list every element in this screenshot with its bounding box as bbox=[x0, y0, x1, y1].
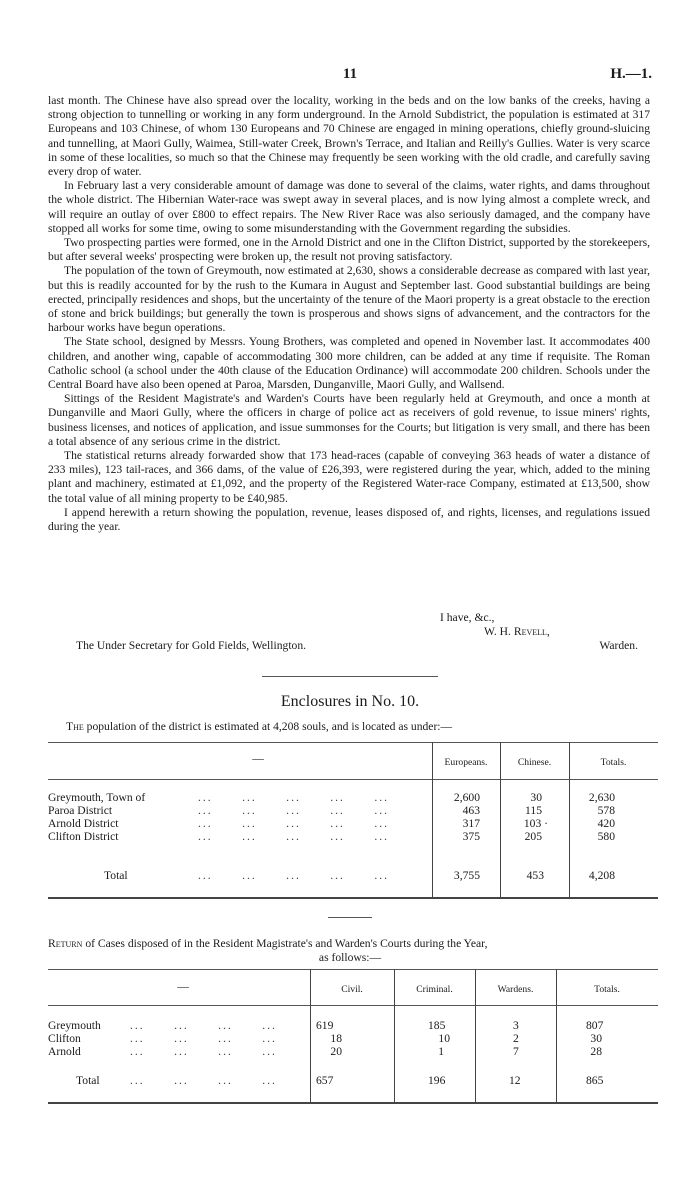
cell-civil: 619 bbox=[316, 1019, 334, 1032]
cell-europeans: 463 bbox=[462, 804, 480, 817]
leader-dots: ... ... ... ... ... bbox=[198, 830, 390, 843]
addressee: The Under Secretary for Gold Fields, Wellington. bbox=[76, 639, 307, 653]
cell-wardens: 3 bbox=[513, 1019, 519, 1032]
row-name: Arnold bbox=[48, 1045, 81, 1058]
cell-criminal: 10 bbox=[438, 1032, 450, 1045]
leader-dots: ... ... ... ... ... bbox=[198, 791, 390, 804]
total-totals: 865 bbox=[586, 1074, 604, 1087]
col-header-europeans: Europeans. bbox=[444, 757, 488, 768]
total-label: Total bbox=[76, 1074, 100, 1087]
cell-chinese: 30 bbox=[530, 791, 542, 804]
total-totals: 4,208 bbox=[588, 869, 615, 882]
col-header-totals: Totals. bbox=[600, 757, 627, 768]
return-title-lead: Return bbox=[48, 937, 83, 950]
cell-totals: 578 bbox=[597, 804, 615, 817]
population-intro-lead: The bbox=[66, 720, 84, 733]
cell-wardens: 7 bbox=[513, 1045, 519, 1058]
section-divider bbox=[262, 676, 438, 677]
signature-name: W. H. Revell, bbox=[484, 625, 550, 639]
col-header-totals: Totals. bbox=[594, 984, 620, 995]
leader-dots: ... ... ... ... ... bbox=[198, 804, 390, 817]
row-name: Greymouth, Town of bbox=[48, 791, 146, 804]
blank-header: — bbox=[177, 980, 189, 993]
paragraph-1: last month. The Chinese have also spread over the locality, working in the beds and on the low banks of the creeks, having a strong objection to tunnelling or working in any form underground. In the Arnold Subdistrict, the population is estimated at 317 Europeans and 103 Chinese, of whom 130 Europeans and 70 Chinese are engaged in mining operations, chiefly ground-sluicing and tunnelling, at Maori Gully, Waimea, Still-water Creek, Brown's Terrace, and Italian and Reilly's Gullies. Water is very scarce in some of these localities, so much so that the Chinese may frequently be seen working with the old cradle, and carefully saving every drop of water. bbox=[48, 94, 650, 179]
table-bottom-rule bbox=[48, 1102, 658, 1104]
table-header-rule bbox=[48, 779, 658, 780]
total-chinese: 453 bbox=[526, 869, 544, 882]
leader-dots: ... ... ... ... bbox=[130, 1019, 277, 1032]
col-header-wardens: Wardens. bbox=[497, 984, 534, 995]
cell-europeans: 317 bbox=[462, 817, 480, 830]
paragraph-6: Sittings of the Resident Magistrate's and Warden's Courts have been regularly held at Greymouth, and once a month at Dunganville and Maori Gully, where the officers in charge of police act as receivers of gold revenue, to issue miners' rights, business licenses, and notices of application, and issue summonses for the Courts; but litigation is very small, and there has been a total absence of any serious crime in the district. bbox=[48, 392, 650, 448]
cell-civil: 18 bbox=[330, 1032, 342, 1045]
cell-criminal: 185 bbox=[428, 1019, 446, 1032]
signature-closing: I have, &c., bbox=[440, 611, 495, 624]
return-title-line2: as follows:— bbox=[318, 951, 382, 964]
leader-dots: ... ... ... ... bbox=[130, 1032, 277, 1045]
cell-europeans: 2,600 bbox=[453, 791, 480, 804]
enclosures-title: Enclosures in No. 10. bbox=[280, 693, 420, 710]
cell-chinese: 115 bbox=[525, 804, 542, 817]
document-reference: H.—1. bbox=[610, 66, 652, 82]
paragraph-2: In February last a very considerable amount of damage was done to several of the claims, water rights, and dams throughout the whole district. The Hibernian Water-race was swept away in several places, and is now lying almost a complete wreck, and will require an outlay of over £800 to effect repairs. The New River Race was also seriously damaged, and the company have stopped all works for some time, owing to some misunderstanding with the Government regarding the subsidies. bbox=[48, 179, 650, 235]
leader-dots: ... ... ... ... bbox=[130, 1045, 277, 1058]
cell-civil: 20 bbox=[330, 1045, 342, 1058]
leader-dots: ... ... ... ... ... bbox=[198, 869, 390, 882]
cell-totals: 28 bbox=[590, 1045, 602, 1058]
paragraph-4: The population of the town of Greymouth, now estimated at 2,630, shows a considerable decrease as compared with last year, but this is readily accounted for by the rush to the Kumara in August and September last. Good substantial buildings are being erected, principally residences and shops, but the uncertainty of the tenure of the Maori property is a great obstacle to the erection of stone and brick buildings; but generally the town is prosperous and shows signs of advancement, and the contractors for the harbour works have begun operations. bbox=[48, 264, 650, 335]
signature-block bbox=[48, 611, 650, 653]
cell-europeans: 375 bbox=[462, 830, 480, 843]
row-name: Greymouth bbox=[48, 1019, 101, 1032]
cell-wardens: 2 bbox=[513, 1032, 519, 1045]
table-header-rule bbox=[48, 1005, 658, 1006]
row-name: Clifton bbox=[48, 1032, 81, 1045]
cell-totals: 580 bbox=[597, 830, 615, 843]
cell-totals: 807 bbox=[586, 1019, 604, 1032]
return-title-text: of Cases disposed of in the Resident Magistrate's and Warden's Courts during the Year, bbox=[85, 937, 488, 950]
total-wardens: 12 bbox=[509, 1074, 521, 1087]
col-header-chinese: Chinese. bbox=[517, 757, 552, 768]
population-table bbox=[48, 742, 658, 900]
col-header-criminal: Criminal. bbox=[416, 984, 453, 995]
paragraph-8: I append herewith a return showing the population, revenue, leases disposed of, and rights, licenses, and regulations issued during the year. bbox=[48, 505, 650, 534]
page-number: 11 bbox=[342, 66, 358, 82]
population-intro bbox=[66, 720, 452, 733]
cell-totals: 2,630 bbox=[588, 791, 615, 804]
total-criminal: 196 bbox=[428, 1074, 446, 1087]
table-top-rule bbox=[48, 969, 658, 970]
cell-totals: 30 bbox=[590, 1032, 602, 1045]
population-intro-text: population of the district is estimated at 4,208 souls, and is located as under:— bbox=[86, 720, 453, 733]
row-name: Arnold District bbox=[48, 817, 119, 830]
report-body bbox=[48, 94, 650, 534]
cell-chinese: 103 · bbox=[523, 817, 548, 830]
table-bottom-rule bbox=[48, 897, 658, 899]
total-civil: 657 bbox=[316, 1074, 334, 1087]
table-top-rule bbox=[48, 742, 658, 743]
total-europeans: 3,755 bbox=[453, 869, 480, 882]
return-title bbox=[48, 937, 650, 950]
cases-table bbox=[48, 969, 658, 1105]
cell-chinese: 205 bbox=[524, 830, 542, 843]
blank-header: — bbox=[252, 752, 264, 765]
signature-title: Warden. bbox=[599, 639, 638, 653]
short-divider bbox=[328, 917, 372, 918]
row-name: Clifton District bbox=[48, 830, 119, 843]
cell-totals: 420 bbox=[597, 817, 615, 830]
paragraph-3: Two prospecting parties were formed, one in the Arnold District and one in the Clifton District, supported by the storekeepers, but after several weeks' prospecting were broken up, the result not proving satisfactory. bbox=[48, 236, 650, 264]
leader-dots: ... ... ... ... ... bbox=[198, 817, 390, 830]
total-label: Total bbox=[104, 869, 128, 882]
row-name: Paroa District bbox=[48, 804, 113, 817]
paragraph-5: The State school, designed by Messrs. Young Brothers, was completed and opened in November last. It accommodates 400 children, and another wing, capable of accommodating 300 more children, can be added at any time if requisite. The Roman Catholic school (a school under the 40th clause of the Education Ordinance) will accommodate 200 children. Schools under the Central Board have also been opened at Paroa, Marsden, Dunganville, Maori Gully, and Wallsend. bbox=[48, 335, 650, 392]
leader-dots: ... ... ... ... bbox=[130, 1074, 277, 1087]
paragraph-7: The statistical returns already forwarded show that 173 head-races (capable of conveying 363 heads of water a distance of 233 miles), 123 tail-races, and 366 dams, of the value of £26,393, were registered during the year, which, added to the mining plant and machinery, estimated at £1,092, and the property of the Registered Water-race Company, estimated at £13,500, show the total value of all mining property to be £40,985. bbox=[48, 449, 650, 505]
cell-criminal: 1 bbox=[438, 1045, 444, 1058]
col-header-civil: Civil. bbox=[341, 984, 363, 995]
